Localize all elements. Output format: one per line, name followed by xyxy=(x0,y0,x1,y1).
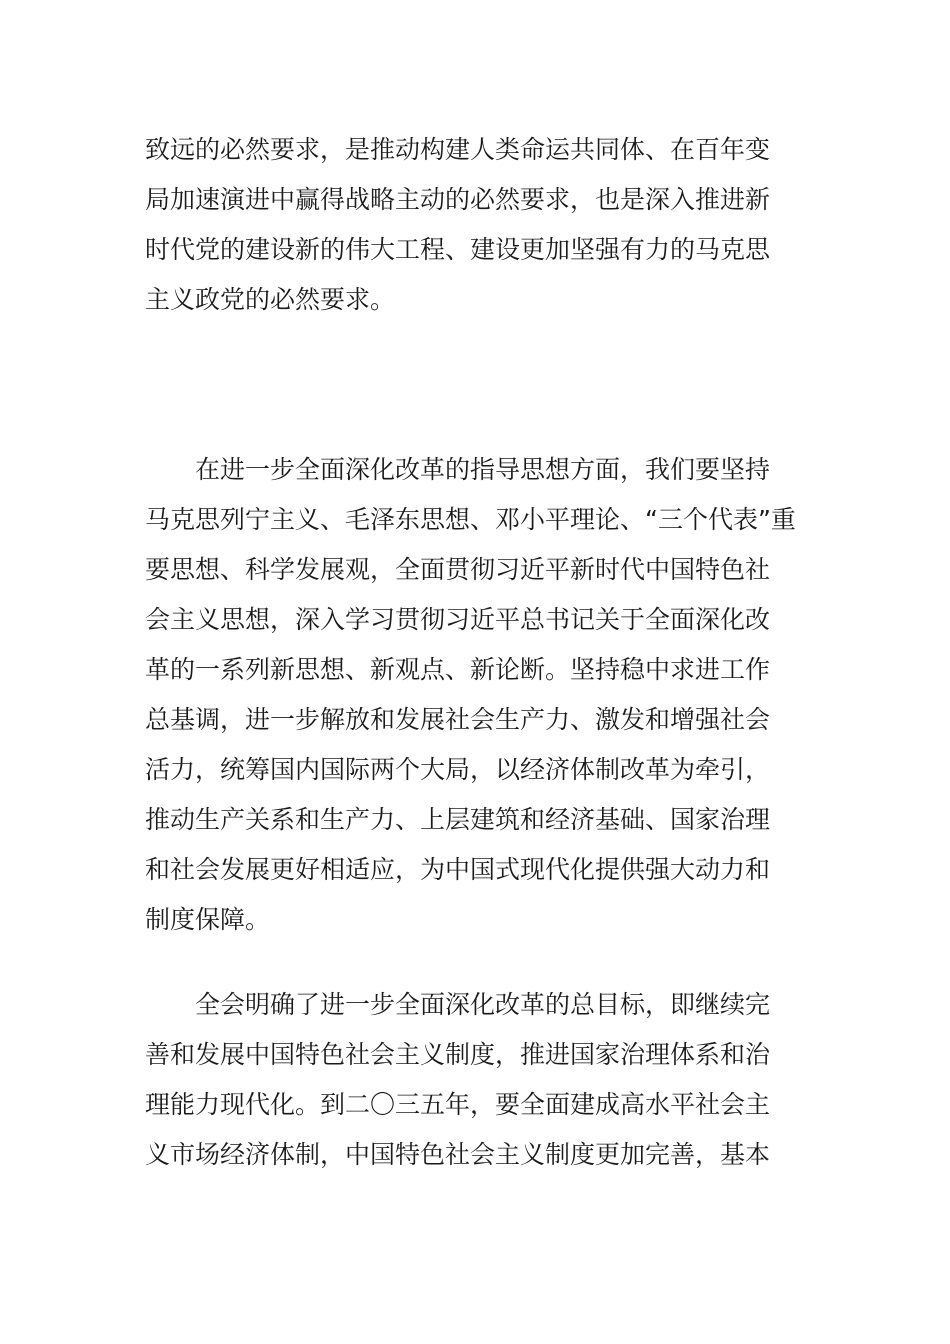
paragraph-1-line-1: 致远的必然要求，是推动构建人类命运共同体、在百年变 xyxy=(145,135,771,164)
paragraph-3-line-2: 善和发展中国特色社会主义制度，推进国家治理体系和治 xyxy=(145,1040,771,1069)
paragraph-2-line-3: 要思想、科学发展观，全面贯彻习近平新时代中国特色社 xyxy=(145,555,771,584)
paragraph-1-line-3: 时代党的建设新的伟大工程、建设更加坚强有力的马克思 xyxy=(145,235,771,264)
paragraph-2-line-9: 和社会发展更好相适应，为中国式现代化提供强大动力和 xyxy=(145,855,771,884)
paragraph-3-line-3: 理能力现代化。到二〇三五年，要全面建成高水平社会主 xyxy=(145,1090,771,1119)
paragraph-1-line-2: 局加速演进中赢得战略主动的必然要求，也是深入推进新 xyxy=(145,185,771,214)
paragraph-2-line-5: 革的一系列新思想、新观点、新论断。坚持稳中求进工作 xyxy=(145,655,771,684)
paragraph-1-line-4: 主义政党的必然要求。 xyxy=(145,285,396,314)
paragraph-2-line-7: 活力，统筹国内国际两个大局，以经济体制改革为牵引， xyxy=(145,755,771,784)
paragraph-2-line-8: 推动生产关系和生产力、上层建筑和经济基础、国家治理 xyxy=(145,805,771,834)
paragraph-3-line-4: 义市场经济体制，中国特色社会主义制度更加完善，基本 xyxy=(145,1140,771,1169)
paragraph-2-line-1: 在进一步全面深化改革的指导思想方面，我们要坚持 xyxy=(195,455,771,484)
paragraph-2-line-4: 会主义思想，深入学习贯彻习近平总书记关于全面深化改 xyxy=(145,605,771,634)
paragraph-2-line-6: 总基调，进一步解放和发展社会生产力、激发和增强社会 xyxy=(145,705,771,734)
paragraph-2-line-2: 马克思列宁主义、毛泽东思想、邓小平理论、“三个代表”重 xyxy=(145,505,796,534)
paragraph-3-line-1: 全会明确了进一步全面深化改革的总目标，即继续完 xyxy=(195,990,771,1019)
paragraph-2-line-10: 制度保障。 xyxy=(145,905,271,934)
